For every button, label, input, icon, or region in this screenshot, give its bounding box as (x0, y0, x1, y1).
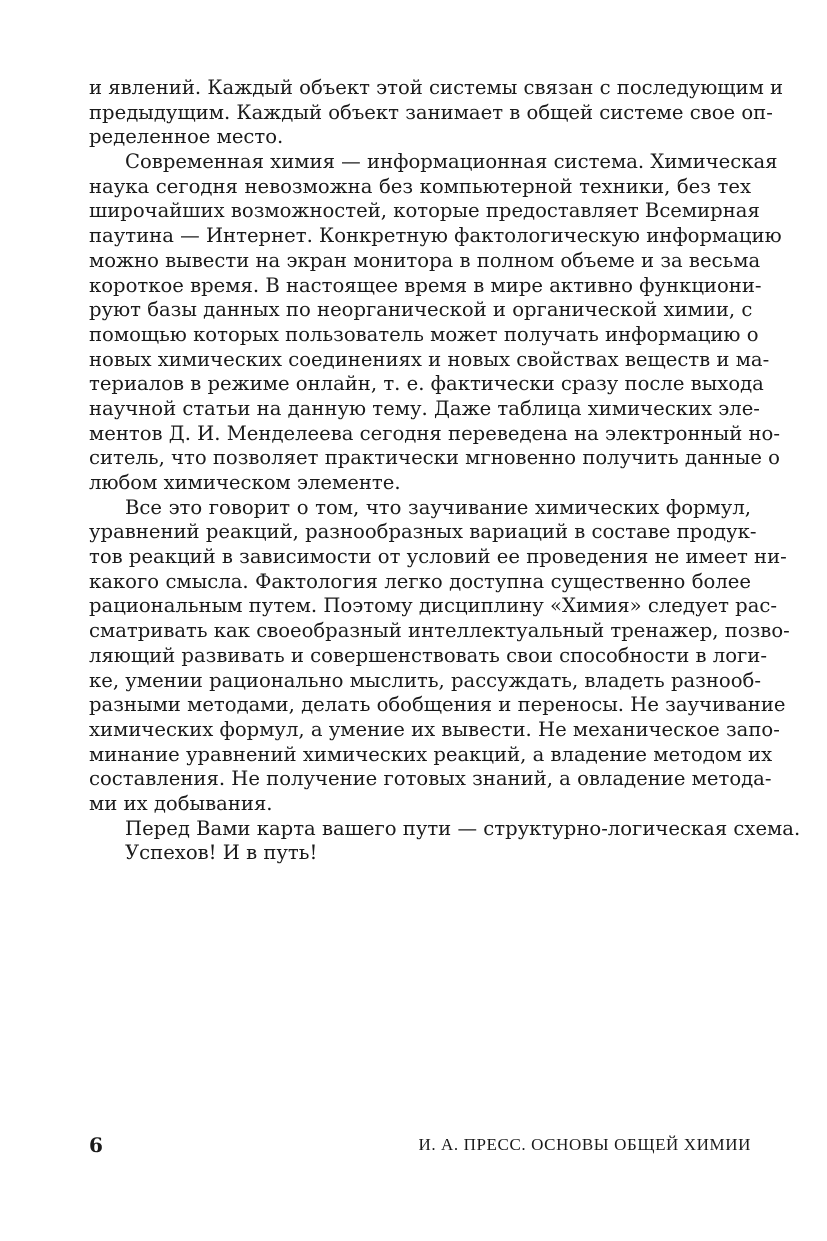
text-line: ке, умении рационально мыслить, рассуждать, владеть разнооб- (89, 668, 761, 692)
text-line: Все это говорит о том, что заучивание химических формул, (125, 495, 751, 519)
text-line: предыдущим. Каждый объект занимает в общей системе свое оп- (89, 100, 773, 124)
paragraph-3 (89, 495, 790, 817)
text-line: минание уравнений химических реакций, а владение методом их (89, 742, 773, 766)
paragraph-1 (89, 76, 784, 150)
text-line: Современная химия — информационная система. Химическая (125, 150, 778, 174)
text-line: ляющий развивать и совершенствовать свои способности в логи- (89, 643, 767, 667)
text-line: ми их добывания. (89, 791, 273, 815)
text-line: можно вывести на экран монитора в полном объеме и за весьма (89, 248, 761, 272)
text-line: химических формул, а умение их вывести. Не механическое запо- (89, 717, 780, 741)
text-line: рациональным путем. Поэтому дисциплину «Химия» следует рас- (89, 594, 777, 618)
paragraph-5 (89, 841, 751, 866)
text-line: разными методами, делать обобщения и переносы. Не заучивание (89, 693, 786, 717)
text-line: ределенное место. (89, 125, 284, 149)
text-line: наука сегодня невозможна без компьютерной техники, без тех (89, 174, 751, 198)
text-line: широчайших возможностей, которые предоставляет Всемирная (89, 199, 760, 223)
text-line: тов реакций в зависимости от условий ее проведения не имеет ни- (89, 545, 787, 569)
text-line: Успехов! И в путь! (125, 841, 318, 865)
text-line: ситель, что позволяет практически мгновенно получить данные о (89, 446, 780, 470)
paragraph-2 (89, 150, 782, 496)
text-line: любом химическом элементе. (89, 471, 401, 494)
text-line: Перед Вами карта вашего пути — структурно-логическая схема. (125, 816, 801, 840)
text-line: териалов в режиме онлайн, т. е. фактически сразу после выхода (89, 372, 764, 396)
text-line: руют базы данных по неорганической и органической химии, с (89, 298, 753, 322)
text-line: уравнений реакций, разнообразных вариаций в составе продук- (89, 520, 757, 544)
running-title: И. А. ПРЕСС. ОСНОВЫ ОБЩЕЙ ХИМИИ (418, 1135, 751, 1154)
page-body (89, 76, 801, 866)
text-line: новых химических соединениях и новых свойствах веществ и ма- (89, 347, 770, 371)
text-line: ментов Д. И. Менделеева сегодня переведена на электронный но- (89, 421, 780, 445)
paragraph-4 (89, 816, 801, 842)
text-line: короткое время. В настоящее время в мире активно функциони- (89, 273, 762, 297)
text-line: какого смысла. Фактология легко доступна существенно более (89, 569, 751, 593)
text-line: помощью которых пользователь может получать информацию о (89, 322, 759, 346)
page-footer (89, 1131, 751, 1159)
text-line: и явлений. Каждый объект этой системы связан с последующим и (89, 76, 784, 99)
text-line: сматривать как своеобразный интеллектуальный тренажер, позво- (89, 619, 790, 643)
text-line: паутина — Интернет. Конкретную фактологическую информацию (89, 224, 782, 248)
page-number: 6 (89, 1133, 103, 1157)
text-line: научной статьи на данную тему. Даже таблица химических эле- (89, 396, 760, 420)
text-line: составления. Не получение готовых знаний, а овладение метода- (89, 767, 772, 791)
